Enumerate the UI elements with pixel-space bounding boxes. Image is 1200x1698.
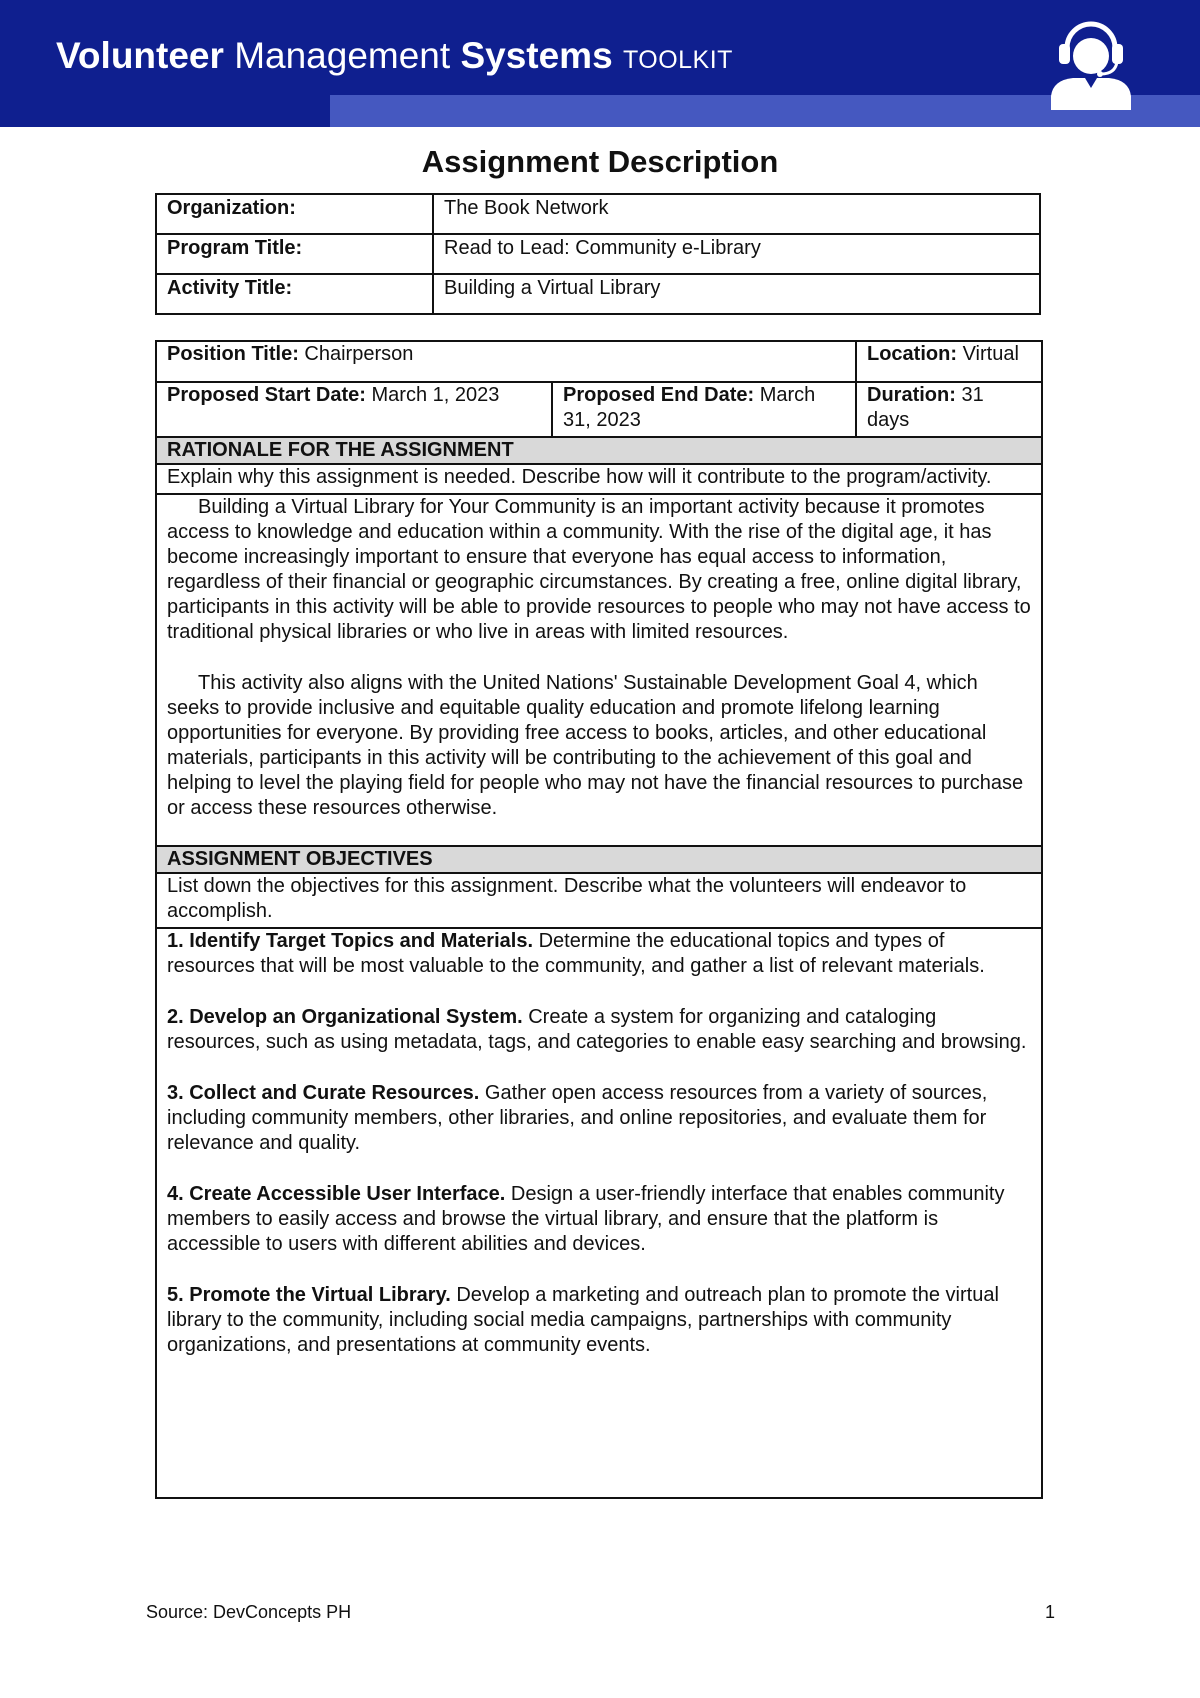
objective-text: Design a user-friendly interface that enables community members to easily access and browse the virtual library, and ensure that the platform is accessible to users with different abilities and devices. (167, 1183, 1005, 1255)
table-row (156, 382, 1042, 437)
table-row (156, 873, 1042, 928)
program-title-label: Program Title: (156, 234, 433, 274)
objective-text: Determine the educational topics and types of resources that will be most valuable to the community, and gather a list of relevant materials. (167, 930, 985, 977)
brand-word-toolkit: TOOLKIT (622, 46, 733, 74)
page-title: Assignment Description (421, 144, 779, 179)
objective-item (167, 929, 1031, 979)
objective-item (167, 1081, 1031, 1156)
start-date-cell (156, 382, 552, 437)
assignment-details-table (155, 340, 1043, 1499)
duration-value: 31 days (867, 384, 984, 431)
objective-title: 3. Collect and Curate Resources. (167, 1082, 480, 1104)
organization-label: Organization: (156, 194, 433, 234)
objective-title: 1. Identify Target Topics and Materials. (167, 930, 534, 952)
table-row (156, 194, 1040, 234)
objective-item (167, 1283, 1031, 1358)
objectives-instruction: List down the objectives for this assignment. Describe what the volunteers will endeavor to accomplish. (156, 873, 1042, 928)
objective-text: Create a system for organizing and cataloging resources, such as using metadata, tags, and categories to enable easy searching and browsing. (167, 1006, 1027, 1053)
brand-word-volunteer: Volunteer (56, 35, 224, 76)
objective-item (167, 1005, 1031, 1055)
location-label: Location: (867, 343, 957, 365)
objective-title: 4. Create Accessible User Interface. (167, 1183, 506, 1205)
objective-text: Develop a marketing and outreach plan to promote the virtual library to the community, including social media campaigns, partnerships with community organizations, and presentations at community events. (167, 1284, 999, 1356)
start-date-label: Proposed Start Date: (167, 384, 366, 406)
table-row (156, 494, 1042, 846)
footer-source: Source: DevConcepts PH (146, 1602, 352, 1622)
brand-word-management: Management (234, 35, 451, 76)
table-row (156, 341, 1042, 382)
rationale-body (156, 494, 1042, 846)
end-date-value: March 31, 2023 (563, 384, 816, 431)
table-row (156, 234, 1040, 274)
rationale-paragraph: This activity also aligns with the United Nations' Sustainable Development Goal 4, which seeks to provide inclusive and equitable quality education and promote lifelong learning opportunities for everyone. By providing free access to books, articles, and other educational materials, participants in this activity will be contributing to the achievement of this goal and helping to level the playing field for people who may not have the financial resources to purchase or access these resources otherwise. (167, 672, 1024, 819)
table-row (156, 274, 1040, 314)
table-row (156, 464, 1042, 494)
rationale-heading: RATIONALE FOR THE ASSIGNMENT (156, 437, 1042, 464)
header-banner (0, 0, 1200, 127)
end-date-cell (552, 382, 856, 437)
objective-text: Gather open access resources from a variety of sources, including community members, other libraries, and online repositories, and evaluate them for relevance and quality. (167, 1082, 988, 1154)
objectives-body (156, 928, 1042, 1498)
start-date-value: March 1, 2023 (371, 384, 500, 406)
activity-title-label: Activity Title: (156, 274, 433, 314)
organization-value: The Book Network (433, 194, 1040, 234)
location-value: Virtual (962, 343, 1019, 365)
organization-info-table (155, 193, 1041, 315)
objective-item (167, 1182, 1031, 1257)
brand-title (56, 32, 733, 84)
activity-title-value: Building a Virtual Library (433, 274, 1040, 314)
table-row (156, 437, 1042, 464)
duration-cell (856, 382, 1042, 437)
objective-title: 5. Promote the Virtual Library. (167, 1284, 451, 1306)
program-title-value: Read to Lead: Community e-Library (433, 234, 1040, 274)
rationale-paragraph: Building a Virtual Library for Your Community is an important activity because it promotes access to knowledge and education within a community. With the rise of the digital age, it has become increasingly important to ensure that everyone has equal access to information, regardless of their financial or geographic circumstances. By creating a free, online digital library, participants in this activity will be able to provide resources to people who may not have access to traditional physical libraries or who live in areas with limited resources. (167, 496, 1031, 643)
position-title-value: Chairperson (304, 343, 414, 365)
rationale-instruction: Explain why this assignment is needed. Describe how will it contribute to the program/activity. (156, 464, 1042, 494)
position-title-cell (156, 341, 856, 382)
location-cell (856, 341, 1042, 382)
table-row (156, 928, 1042, 1498)
position-title-label: Position Title: (167, 343, 299, 365)
duration-label: Duration: (867, 384, 956, 406)
objectives-heading: ASSIGNMENT OBJECTIVES (156, 846, 1042, 873)
end-date-label: Proposed End Date: (563, 384, 755, 406)
support-agent-headset-icon (1045, 14, 1137, 110)
page-number: 1 (1045, 1602, 1056, 1622)
objective-title: 2. Develop an Organizational System. (167, 1006, 523, 1028)
table-row (156, 846, 1042, 873)
brand-word-systems: Systems (460, 35, 613, 76)
